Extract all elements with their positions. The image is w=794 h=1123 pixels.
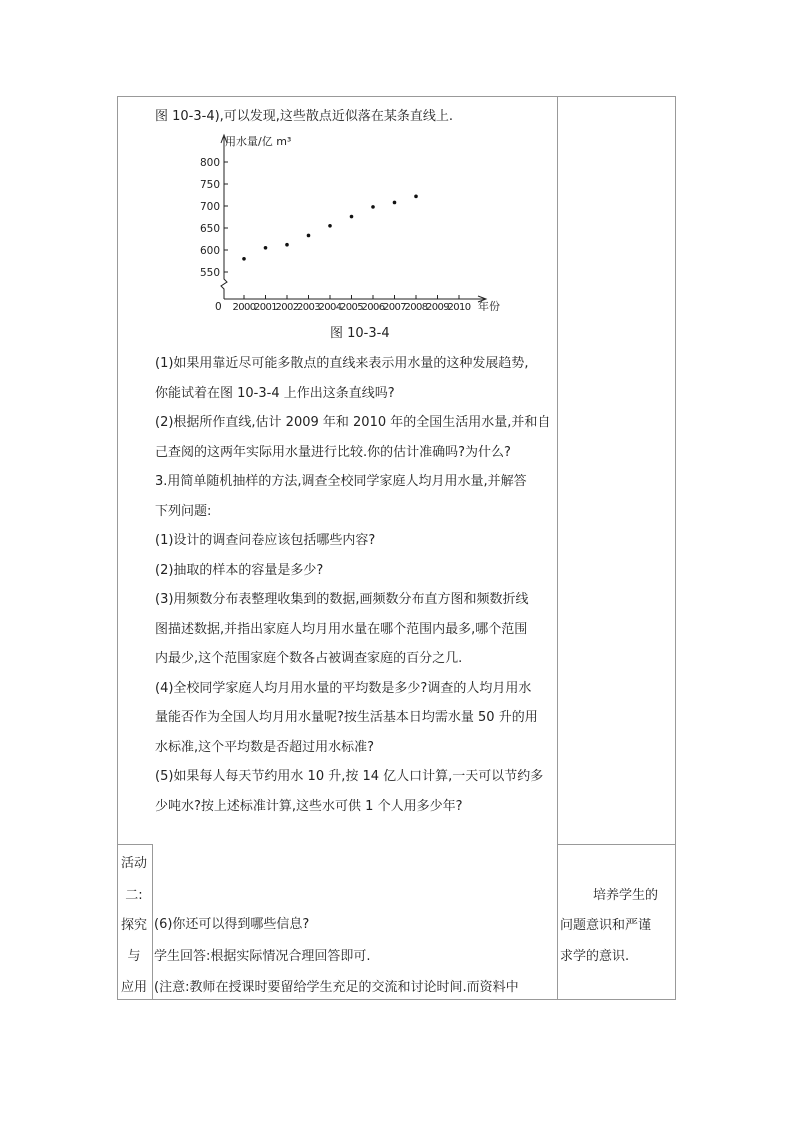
x-axis-label: 年份	[478, 300, 500, 311]
lower-paragraph-line: 学生回答:根据实际情况合理回答即可.	[154, 949, 371, 964]
paragraph-line: 少吨水?按上述标准计算,这些水可供 1 个人用多少年?	[155, 798, 463, 814]
x-tick-label: 2003	[296, 302, 321, 311]
x-tick-label: 2001	[253, 302, 278, 311]
y-tick-label: 800	[199, 157, 220, 169]
paragraph-line: 己查阅的这两年实际用水量进行比较.你的估计准确吗?为什么?	[155, 444, 511, 460]
paragraph-line: (3)用频数分布表整理收集到的数据,画频数分布直方图和频数折线	[155, 592, 529, 607]
data-point	[350, 215, 354, 219]
y-tick-label: 550	[199, 267, 220, 279]
figure-caption: 图 10-3-4	[330, 326, 390, 341]
paragraph-line: 下列问题:	[155, 503, 212, 519]
paragraph-line: (1)如果用靠近尽可能多散点的直线来表示用水量的这种发展趋势,	[155, 356, 529, 371]
paragraph-line: 内最少,这个范围家庭个数各占被调查家庭的百分之几.	[155, 651, 463, 666]
data-point	[414, 195, 418, 199]
water-usage-chart	[196, 131, 506, 311]
x-tick-label: 2004	[318, 302, 342, 311]
paragraph-line: 量能否作为全国人均月用水量呢?按生活基本日均需水量 50 升的用	[155, 710, 538, 725]
paragraph-line: 图描述数据,并指出家庭人均月用水量在哪个范围内最多,哪个范围	[155, 621, 528, 637]
x-tick-label: 2002	[275, 302, 299, 311]
y-axis	[221, 137, 227, 299]
y-tick-label: 750	[199, 179, 220, 191]
paragraph-line: (2)根据所作直线,估计 2009 年和 2010 年的全国生活用水量,并和自	[155, 415, 551, 430]
activity-label-line: 探究	[120, 918, 147, 933]
right-note-line: 求学的意识.	[560, 949, 630, 964]
paragraph-line: (2)抽取的样本的容量是多少?	[155, 562, 324, 578]
y-tick-label: 700	[199, 201, 220, 213]
x-tick-label: 2008	[404, 302, 428, 311]
origin-label: 0	[215, 301, 222, 311]
data-point	[328, 224, 332, 228]
lower-paragraph-line: (注意:教师在授课时要留给学生充足的交流和讨论时间.而资料中	[154, 980, 519, 995]
data-point	[264, 246, 268, 250]
column-divider-right	[557, 97, 558, 999]
data-point	[285, 243, 289, 247]
activity-label-line: 应用	[120, 980, 147, 995]
x-tick-label: 2000	[232, 302, 256, 311]
paragraph-line: (5)如果每人每天节约用水 10 升,按 14 亿人口计算,一天可以节约多	[155, 769, 544, 784]
y-axis-label: 用水量/亿 m³	[225, 135, 292, 148]
activity-label-line: 与	[127, 949, 141, 964]
intro-line: 图 10-3-4),可以发现,这些散点近似落在某条直线上.	[155, 109, 454, 124]
right-note-line: 培养学生的	[593, 888, 659, 903]
column-divider-left	[152, 844, 153, 999]
paragraph-line: 3.用简单随机抽样的方法,调查全校同学家庭人均月用水量,并解答	[155, 474, 527, 489]
paragraph-line: (1)设计的调查问卷应该包括哪些内容?	[155, 533, 376, 548]
row-divider	[118, 844, 152, 845]
x-tick-label: 2010	[447, 302, 471, 311]
paragraph-line: 你能试着在图 10-3-4 上作出这条直线吗?	[155, 385, 395, 401]
data-point	[393, 201, 397, 205]
activity-label-line: 活动	[120, 856, 147, 871]
data-point	[242, 257, 246, 261]
paragraph-line: 水标准,这个平均数是否超过用水标准?	[155, 739, 375, 755]
paragraph-line: (4)全校同学家庭人均月用水量的平均数是多少?调查的人均月用水	[155, 680, 532, 696]
y-tick-label: 600	[199, 245, 220, 257]
x-tick-label: 2007	[382, 302, 407, 311]
activity-label-line: 二:	[125, 888, 143, 903]
lower-paragraph-line: (6)你还可以得到哪些信息?	[154, 917, 310, 932]
x-tick-label: 2009	[425, 302, 450, 311]
data-point	[307, 234, 311, 238]
row-divider-right	[557, 844, 676, 845]
data-point	[371, 205, 375, 209]
x-tick-label: 2006	[361, 302, 385, 311]
y-tick-label: 650	[199, 223, 220, 235]
x-tick-label: 2005	[339, 302, 364, 311]
right-note-line: 问题意识和严谨	[560, 918, 652, 933]
